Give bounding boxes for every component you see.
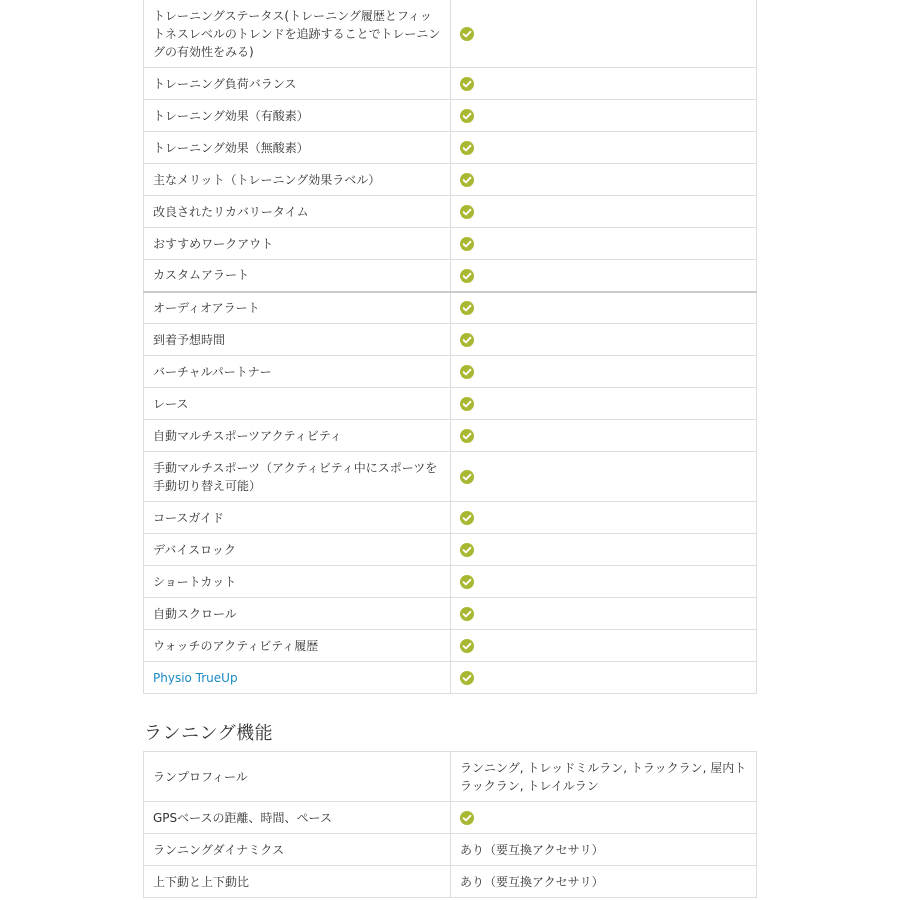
check-circle-icon	[460, 607, 474, 621]
table-row	[144, 68, 757, 100]
feature-value	[451, 630, 757, 662]
training-features-table	[143, 0, 757, 694]
feature-value	[451, 534, 757, 566]
feature-value: あり（要互換アクセサリ）	[451, 866, 757, 898]
check-circle-icon	[460, 429, 474, 443]
feature-value	[451, 452, 757, 502]
feature-value	[451, 68, 757, 100]
check-circle-icon	[460, 77, 474, 91]
feature-value	[451, 356, 757, 388]
table-row	[144, 228, 757, 260]
feature-label: バーチャルパートナー	[144, 356, 451, 388]
table-row	[144, 132, 757, 164]
feature-value	[451, 228, 757, 260]
check-circle-icon	[460, 27, 474, 41]
table-row	[144, 534, 757, 566]
feature-value	[451, 566, 757, 598]
feature-label: トレーニング効果（無酸素）	[144, 132, 451, 164]
feature-label: ウォッチのアクティビティ履歴	[144, 630, 451, 662]
feature-value	[451, 100, 757, 132]
feature-label: デバイスロック	[144, 534, 451, 566]
feature-value	[451, 662, 757, 694]
feature-label	[144, 662, 451, 694]
feature-label: カスタムアラート	[144, 260, 451, 292]
table-row	[144, 260, 757, 292]
running-features-table	[143, 751, 757, 898]
physio-trueup-link[interactable]: Physio TrueUp	[153, 670, 238, 685]
table-row	[144, 598, 757, 630]
table-row	[144, 834, 757, 866]
feature-label: 到着予想時間	[144, 324, 451, 356]
feature-label: 手動マルチスポーツ（アクティビティ中にスポーツを手動切り替え可能）	[144, 452, 451, 502]
check-circle-icon	[460, 575, 474, 589]
feature-label: トレーニングステータス(トレーニング履歴とフィットネスレベルのトレンドを追跡することでトレーニングの有効性をみる)	[144, 0, 451, 68]
feature-value	[451, 260, 757, 292]
feature-label: ランプロフィール	[144, 752, 451, 802]
feature-value	[451, 388, 757, 420]
check-circle-icon	[460, 470, 474, 484]
table-row	[144, 356, 757, 388]
table-row	[144, 164, 757, 196]
table-row	[144, 196, 757, 228]
feature-label: GPSベースの距離、時間、ペース	[144, 802, 451, 834]
feature-value	[451, 196, 757, 228]
check-circle-icon	[460, 811, 474, 825]
table-row	[144, 0, 757, 68]
feature-value	[451, 324, 757, 356]
table-row	[144, 866, 757, 898]
check-circle-icon	[460, 141, 474, 155]
feature-label: トレーニング効果（有酸素）	[144, 100, 451, 132]
feature-value	[451, 164, 757, 196]
check-circle-icon	[460, 269, 474, 283]
feature-label: 自動マルチスポーツアクティビティ	[144, 420, 451, 452]
feature-value	[451, 132, 757, 164]
table-row	[144, 100, 757, 132]
feature-label: コースガイド	[144, 502, 451, 534]
check-circle-icon	[460, 543, 474, 557]
feature-label: 自動スクロール	[144, 598, 451, 630]
feature-value	[451, 0, 757, 68]
feature-value: あり（要互換アクセサリ）	[451, 834, 757, 866]
feature-value	[451, 598, 757, 630]
table-row	[144, 292, 757, 324]
feature-label: ショートカット	[144, 566, 451, 598]
feature-value: ランニング, トレッドミルラン, トラックラン, 屋内トラックラン, トレイルラン	[451, 752, 757, 802]
check-circle-icon	[460, 639, 474, 653]
feature-value	[451, 292, 757, 324]
check-circle-icon	[460, 511, 474, 525]
table-row	[144, 802, 757, 834]
table-row	[144, 452, 757, 502]
feature-label: 主なメリット（トレーニング効果ラベル）	[144, 164, 451, 196]
feature-value	[451, 502, 757, 534]
feature-label: おすすめワークアウト	[144, 228, 451, 260]
table-row	[144, 662, 757, 694]
table-row	[144, 324, 757, 356]
feature-label: 改良されたリカバリータイム	[144, 196, 451, 228]
feature-label: レース	[144, 388, 451, 420]
check-circle-icon	[460, 397, 474, 411]
check-circle-icon	[460, 205, 474, 219]
feature-value	[451, 420, 757, 452]
check-circle-icon	[460, 173, 474, 187]
check-circle-icon	[460, 109, 474, 123]
feature-label: オーディオアラート	[144, 292, 451, 324]
check-circle-icon	[460, 333, 474, 347]
check-circle-icon	[460, 671, 474, 685]
check-circle-icon	[460, 365, 474, 379]
feature-label: トレーニング負荷バランス	[144, 68, 451, 100]
check-circle-icon	[460, 237, 474, 251]
table-row	[144, 566, 757, 598]
table-row	[144, 630, 757, 662]
feature-label: ランニングダイナミクス	[144, 834, 451, 866]
feature-value	[451, 802, 757, 834]
table-row	[144, 502, 757, 534]
table-row	[144, 420, 757, 452]
table-row	[144, 752, 757, 802]
check-circle-icon	[460, 301, 474, 315]
feature-label: 上下動と上下動比	[144, 866, 451, 898]
table-row	[144, 388, 757, 420]
section-title-running: ランニング機能	[144, 723, 274, 744]
